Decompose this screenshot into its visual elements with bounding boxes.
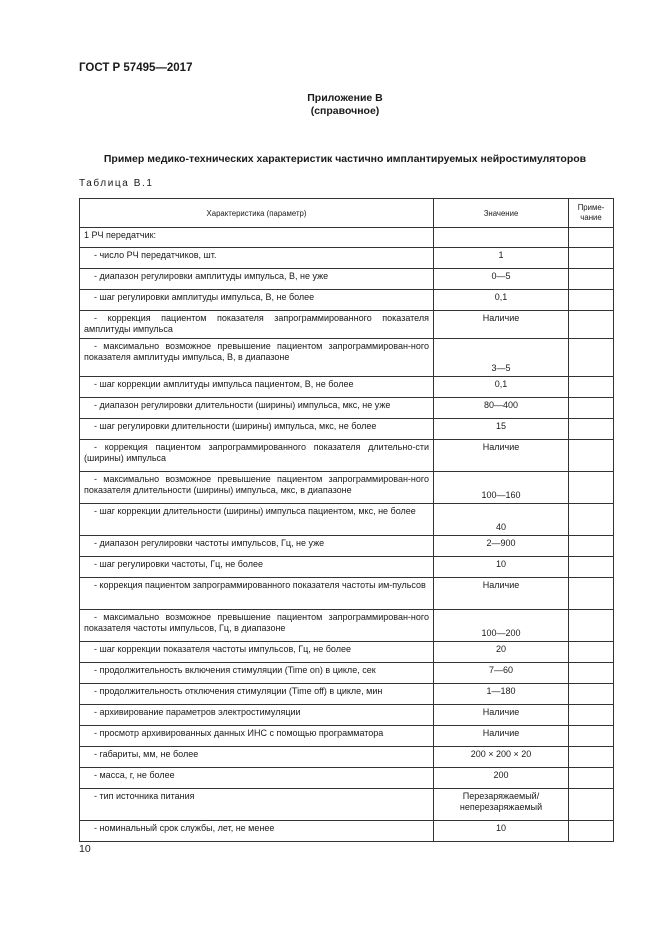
note-cell <box>569 684 614 705</box>
note-cell <box>569 290 614 311</box>
value-cell: 1 <box>434 248 569 269</box>
value-cell: 0,1 <box>434 377 569 398</box>
note-cell <box>569 248 614 269</box>
table-body <box>80 228 614 842</box>
value-cell: 80—400 <box>434 398 569 419</box>
table-row <box>80 398 614 419</box>
note-cell <box>569 578 614 610</box>
parameter-cell: - максимально возможное превышение пациентом запрограммирован-ного показателя длительности (ширины) импульса, мкс, в диапазоне <box>80 472 434 504</box>
parameter-cell: - шаг коррекции амплитуды импульса пациентом, В, не более <box>80 377 434 398</box>
parameter-cell: - номинальный срок службы, лет, не менее <box>80 821 434 842</box>
value-cell: Наличие <box>434 705 569 726</box>
table-row <box>80 248 614 269</box>
document-title: Пример медико-технических характеристик частично имплантируемых нейростимуляторов <box>103 153 587 165</box>
value-cell: 2—900 <box>434 536 569 557</box>
table-row <box>80 684 614 705</box>
parameter-cell: - максимально возможное превышение пациентом запрограммирован-ного показателя амплитуды импульса, В, в диапазоне <box>80 339 434 377</box>
parameter-cell: - просмотр архивированных данных ИНС с помощью программатора <box>80 726 434 747</box>
note-cell <box>569 557 614 578</box>
note-cell <box>569 663 614 684</box>
value-cell: 100—200 <box>434 610 569 642</box>
table-row <box>80 705 614 726</box>
value-cell: 200 <box>434 768 569 789</box>
value-cell: 10 <box>434 821 569 842</box>
note-cell <box>569 705 614 726</box>
table-label: Таблица В.1 <box>79 178 154 189</box>
table-row <box>80 472 614 504</box>
note-cell <box>569 472 614 504</box>
value-cell: 200 × 200 × 20 <box>434 747 569 768</box>
parameter-cell: - тип источника питания <box>80 789 434 821</box>
note-cell <box>569 419 614 440</box>
parameter-cell: - коррекция пациентом запрограммированного показателя длительно-сти (ширины) импульса <box>80 440 434 472</box>
table-row <box>80 440 614 472</box>
parameter-cell: - продолжительность включения стимуляции (Time on) в цикле, сек <box>80 663 434 684</box>
note-cell <box>569 398 614 419</box>
table-row <box>80 377 614 398</box>
value-cell: 0,1 <box>434 290 569 311</box>
table-row <box>80 311 614 339</box>
parameter-cell: - габариты, мм, не более <box>80 747 434 768</box>
parameter-cell: - коррекция пациентом запрограммированного показателя частоты им-пульсов <box>80 578 434 610</box>
parameter-cell: - максимально возможное превышение пациентом запрограммирован-ного показателя частоты импульсов, Гц, в диапазоне <box>80 610 434 642</box>
table-row <box>80 269 614 290</box>
value-cell: 20 <box>434 642 569 663</box>
parameter-cell: - шаг регулировки частоты, Гц, не более <box>80 557 434 578</box>
value-cell: 3—5 <box>434 339 569 377</box>
value-cell: 100—160 <box>434 472 569 504</box>
table-row <box>80 821 614 842</box>
table-row <box>80 339 614 377</box>
column-header-value: Значение <box>434 199 569 228</box>
note-cell <box>569 821 614 842</box>
value-cell: Наличие <box>434 726 569 747</box>
page-number: 10 <box>79 843 91 855</box>
note-cell <box>569 789 614 821</box>
note-cell <box>569 504 614 536</box>
parameter-cell: - шаг регулировки амплитуды импульса, В, не более <box>80 290 434 311</box>
value-cell: Наличие <box>434 440 569 472</box>
note-cell <box>569 339 614 377</box>
section-label: 1 РЧ передатчик: <box>80 228 434 248</box>
parameter-cell: - шаг регулировки длительности (ширины) импульса, мкс, не более <box>80 419 434 440</box>
value-cell: Наличие <box>434 311 569 339</box>
parameter-cell: - продолжительность отключения стимуляции (Time off) в цикле, мин <box>80 684 434 705</box>
table-row <box>80 536 614 557</box>
note-cell <box>569 610 614 642</box>
value-cell: 0—5 <box>434 269 569 290</box>
table-row <box>80 768 614 789</box>
parameter-cell: - диапазон регулировки длительности (ширины) импульса, мкс, не уже <box>80 398 434 419</box>
value-cell: 10 <box>434 557 569 578</box>
note-cell <box>569 726 614 747</box>
column-header-parameter: Характеристика (параметр) <box>80 199 434 228</box>
table-row <box>80 578 614 610</box>
parameter-cell: - масса, г, не более <box>80 768 434 789</box>
section-note-cell <box>569 228 614 248</box>
note-cell <box>569 440 614 472</box>
note-cell <box>569 311 614 339</box>
note-cell <box>569 536 614 557</box>
value-cell: 1—180 <box>434 684 569 705</box>
table-row <box>80 610 614 642</box>
table-row <box>80 290 614 311</box>
value-cell: 40 <box>434 504 569 536</box>
characteristics-table <box>79 198 614 842</box>
table-row <box>80 663 614 684</box>
table-row <box>80 642 614 663</box>
note-cell <box>569 377 614 398</box>
appendix-note: (справочное) <box>310 105 380 117</box>
note-cell <box>569 768 614 789</box>
parameter-cell: - коррекция пациентом показателя запрограммированного показателя амплитуды импульса <box>80 311 434 339</box>
parameter-cell: - число РЧ передатчиков, шт. <box>80 248 434 269</box>
table-row <box>80 789 614 821</box>
standard-number: ГОСТ Р 57495—2017 <box>79 62 193 74</box>
value-cell: 7—60 <box>434 663 569 684</box>
parameter-cell: - диапазон регулировки амплитуды импульса, В, не уже <box>80 269 434 290</box>
note-cell <box>569 642 614 663</box>
table-row <box>80 419 614 440</box>
table-header-row <box>80 199 614 228</box>
note-cell <box>569 747 614 768</box>
note-cell <box>569 269 614 290</box>
table-row <box>80 557 614 578</box>
parameter-cell: - шаг коррекции длительности (ширины) импульса пациентом, мкс, не более <box>80 504 434 536</box>
appendix-title: Приложение В <box>307 92 383 104</box>
parameter-cell: - диапазон регулировки частоты импульсов, Гц, не уже <box>80 536 434 557</box>
value-cell: Наличие <box>434 578 569 610</box>
section-value-cell <box>434 228 569 248</box>
value-cell: 15 <box>434 419 569 440</box>
section-row <box>80 228 614 248</box>
parameter-cell: - архивирование параметров электростимуляции <box>80 705 434 726</box>
table-row <box>80 726 614 747</box>
parameter-cell: - шаг коррекции показателя частоты импульсов, Гц, не более <box>80 642 434 663</box>
value-cell: Перезаряжаемый/ неперезаряжаемый <box>434 789 569 821</box>
table-row <box>80 504 614 536</box>
table-row <box>80 747 614 768</box>
column-header-note: Приме- чание <box>569 199 614 228</box>
